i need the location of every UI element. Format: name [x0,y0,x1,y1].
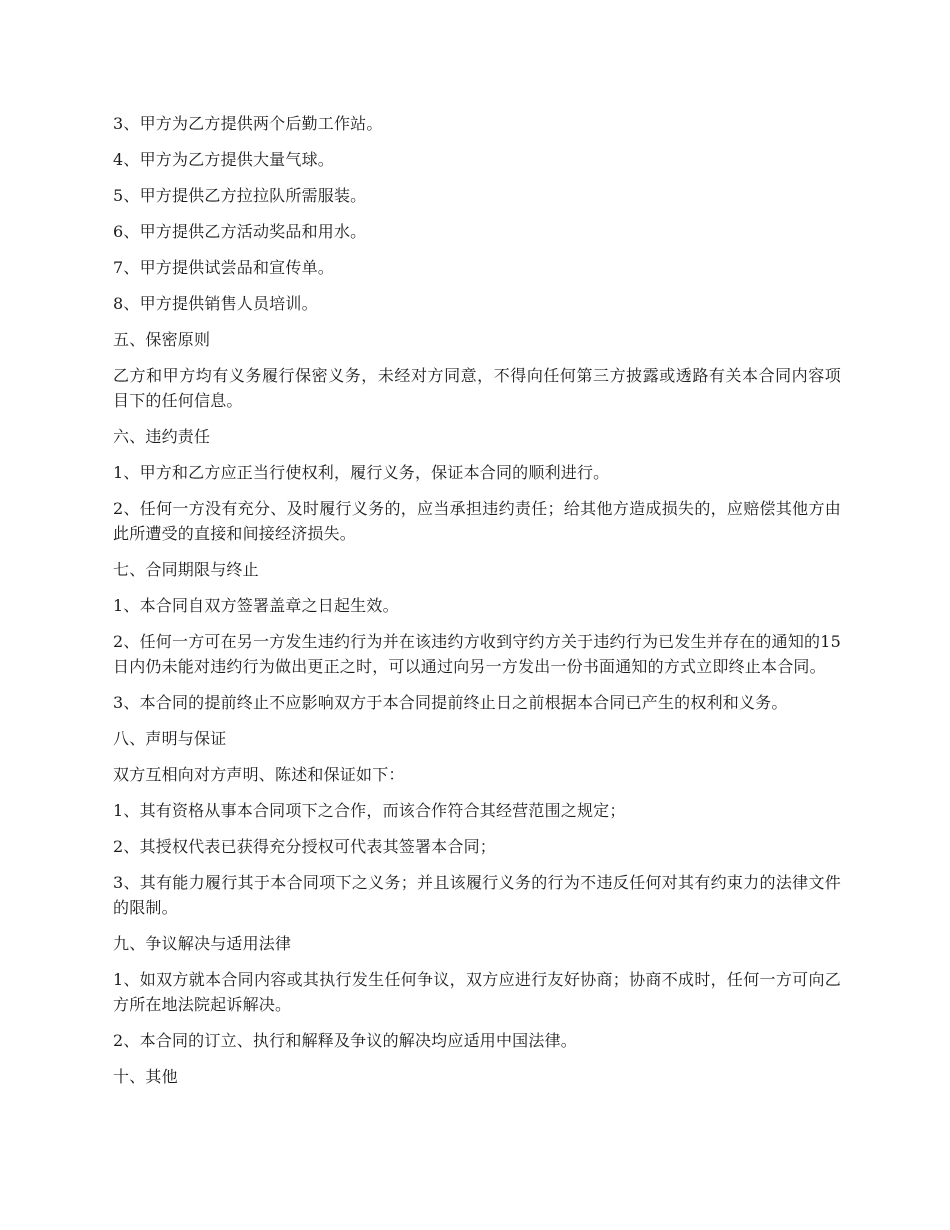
representations-clause-2: 2、其授权代表已获得充分授权可代表其签署本合同； [113,837,496,856]
clause-4-balloons: 4、甲方为乙方提供大量气球。 [113,150,334,169]
section-heading-term-termination: 七、合同期限与终止 [113,560,259,579]
section-heading-representations: 八、声明与保证 [113,729,227,748]
representations-clause-3: 3、其有能力履行其于本合同项下之义务；并且该履行义务的行为不违反任何对其有约束力的法律文件的限制。 [113,873,841,917]
clause-5-cheerleader-costumes: 5、甲方提供乙方拉拉队所需服装。 [113,186,367,205]
breach-clause-2: 2、任何一方没有充分、及时履行义务的，应当承担违约责任；给其他方造成损失的，应赔偿其他方由此所遭受的直接和间接经济损失。 [113,499,841,543]
section-heading-breach-liability: 六、违约责任 [113,427,211,446]
clause-6-prizes-water: 6、甲方提供乙方活动奖品和用水。 [113,222,367,241]
clause-3-logistics-stations: 3、甲方为乙方提供两个后勤工作站。 [113,114,383,133]
clause-7-samples-flyers: 7、甲方提供试尝品和宣传单。 [113,258,334,277]
confidentiality-paragraph: 乙方和甲方均有义务履行保密义务，未经对方同意，不得向任何第三方披露或透路有关本合同内容项目下的任何信息。 [113,366,841,410]
dispute-clause-1: 1、如双方就本合同内容或其执行发生任何争议，双方应进行友好协商；协商不成时，任何一方可向乙方所在地法院起诉解决。 [113,970,841,1014]
term-clause-3: 3、本合同的提前终止不应影响双方于本合同提前终止日之前根据本合同已产生的权利和义务。 [113,693,788,712]
document-body [113,111,841,1100]
section-heading-dispute-law: 九、争议解决与适用法律 [113,934,292,953]
clause-8-sales-training: 8、甲方提供销售人员培训。 [113,294,318,313]
term-clause-1: 1、本合同自双方签署盖章之日起生效。 [113,596,399,615]
section-heading-other: 十、其他 [113,1067,178,1086]
term-clause-2: 2、任何一方可在另一方发生违约行为并在该违约方收到守约方关于违约行为已发生并存在的通知的15日内仍未能对违约行为做出更正之时，可以通过向另一方发出一份书面通知的方式立即终止本合同。 [113,632,841,676]
section-heading-confidentiality: 五、保密原则 [113,330,211,349]
representations-intro: 双方互相向对方声明、陈述和保证如下： [113,765,405,784]
dispute-clause-2: 2、本合同的订立、执行和解释及争议的解决均应适用中国法律。 [113,1031,577,1050]
breach-clause-1: 1、甲方和乙方应正当行使权利，履行义务，保证本合同的顺利进行。 [113,463,610,482]
representations-clause-1: 1、其有资格从事本合同项下之合作，而该合作符合其经营范围之规定； [113,801,626,820]
